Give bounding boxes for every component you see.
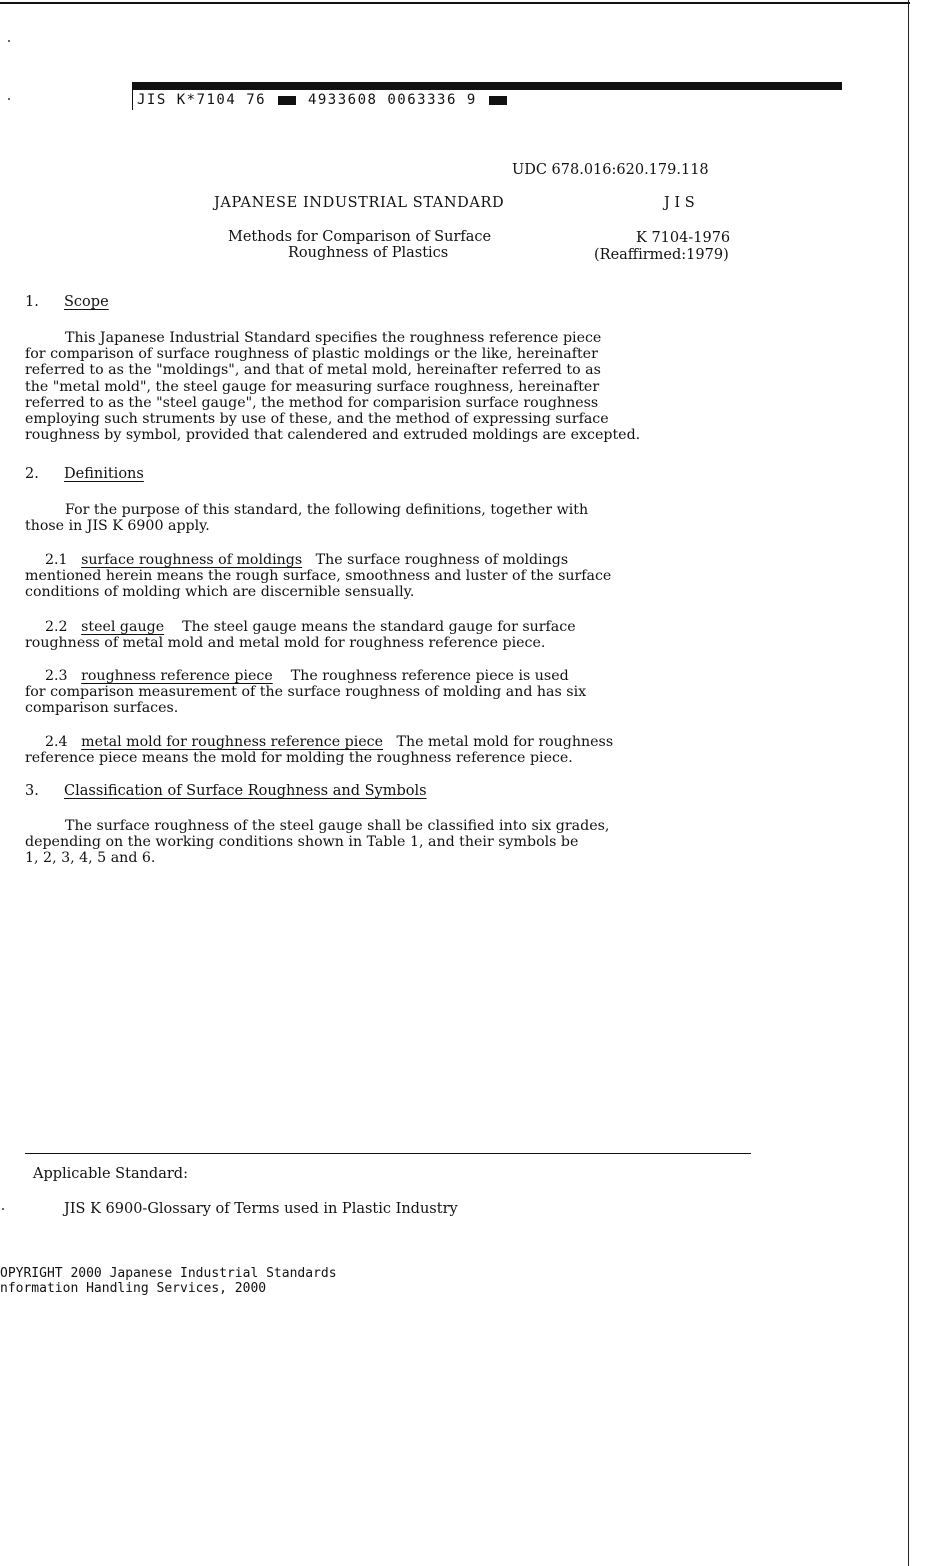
sec1-line: roughness by symbol, provided that calendered and extruded moldings are excepted. bbox=[25, 427, 641, 444]
document-code bbox=[132, 90, 509, 110]
def-line: reference piece means the mold for molding the roughness reference piece. bbox=[25, 750, 573, 767]
code-left: JIS K*7104 76 bbox=[137, 92, 267, 108]
top-border-line bbox=[0, 2, 910, 4]
scan-speck bbox=[2, 1208, 4, 1210]
sec1-line: referred to as the "moldings", and that of metal mold, hereinafter referred to as bbox=[25, 362, 601, 379]
right-border-line bbox=[908, 0, 909, 1566]
title-line-1: Methods for Comparison of Surface bbox=[228, 229, 492, 245]
def-term: steel gauge bbox=[81, 619, 165, 635]
def-first: The metal mold for roughness bbox=[396, 734, 614, 750]
code-mid: 4933608 0063336 9 bbox=[307, 92, 477, 108]
definition-2-1 bbox=[25, 552, 785, 601]
sec2-intro-line: For the purpose of this standard, the following definitions, together with bbox=[65, 502, 589, 518]
sec1-line: for comparison of surface roughness of plastic moldings or the like, hereinafter bbox=[25, 346, 598, 363]
def-number: 2.1 bbox=[45, 552, 68, 568]
code-block-mark bbox=[278, 96, 296, 105]
footnote-divider bbox=[25, 1153, 751, 1154]
standard-number: K 7104-1976 bbox=[636, 230, 731, 246]
def-term: surface roughness of moldings bbox=[81, 552, 303, 568]
sec1-line: referred to as the "steel gauge", the method for comparision surface roughness bbox=[25, 394, 599, 411]
def-term: metal mold for roughness reference piece bbox=[81, 734, 384, 750]
reaffirmed-year: (Reaffirmed:1979) bbox=[594, 247, 729, 263]
section-3-title: Classification of Surface Roughness and Symbols bbox=[64, 783, 427, 799]
standard-label: JAPANESE INDUSTRIAL STANDARD bbox=[214, 195, 505, 211]
def-line: comparison surfaces. bbox=[25, 700, 179, 717]
definition-2-4 bbox=[25, 734, 785, 766]
sec3-line: depending on the working conditions shown in Table 1, and their symbols be bbox=[25, 834, 579, 851]
section-3-number: 3. bbox=[25, 783, 39, 799]
section-1-body bbox=[25, 330, 785, 443]
copyright-line-1: OPYRIGHT 2000 Japanese Industrial Standards bbox=[0, 1266, 337, 1281]
def-line: for comparison measurement of the surface roughness of molding and has six bbox=[25, 684, 587, 701]
jis-mark: J I S bbox=[664, 195, 695, 211]
section-2-title: Definitions bbox=[64, 466, 144, 482]
def-number: 2.4 bbox=[45, 734, 68, 750]
definition-2-3 bbox=[25, 668, 785, 717]
def-line: conditions of molding which are discernible sensually. bbox=[25, 584, 415, 601]
def-line: mentioned herein means the rough surface, smoothness and luster of the surface bbox=[25, 568, 612, 585]
def-first: The surface roughness of moldings bbox=[315, 552, 569, 568]
title-line-2: Roughness of Plastics bbox=[288, 245, 449, 261]
applicable-standard-label: Applicable Standard: bbox=[33, 1166, 188, 1182]
sec2-intro-line: those in JIS K 6900 apply. bbox=[25, 518, 210, 535]
copyright-line-2: nformation Handling Services, 2000 bbox=[0, 1281, 267, 1296]
applicable-standard-item: JIS K 6900-Glossary of Terms used in Plastic Industry bbox=[64, 1201, 458, 1217]
section-2-intro bbox=[25, 502, 785, 534]
section-1-number: 1. bbox=[25, 294, 39, 310]
def-first: The steel gauge means the standard gauge for surface bbox=[182, 619, 576, 635]
sec1-line: employing such struments by use of these, and the method of expressing surface bbox=[25, 411, 609, 428]
def-term: roughness reference piece bbox=[81, 668, 273, 684]
def-line: roughness of metal mold and metal mold for roughness reference piece. bbox=[25, 635, 546, 652]
sec1-line: the "metal mold", the steel gauge for measuring surface roughness, hereinafter bbox=[25, 378, 600, 395]
def-number: 2.3 bbox=[45, 668, 68, 684]
sec3-line: The surface roughness of the steel gauge shall be classified into six grades, bbox=[65, 818, 610, 834]
udc-number: UDC 678.016:620.179.118 bbox=[512, 162, 709, 178]
code-block-mark-end bbox=[489, 96, 507, 105]
scan-speck bbox=[8, 40, 10, 42]
sec3-line: 1, 2, 3, 4, 5 and 6. bbox=[25, 850, 156, 867]
def-first: The roughness reference piece is used bbox=[290, 668, 569, 684]
section-2-number: 2. bbox=[25, 466, 39, 482]
sec1-line: This Japanese Industrial Standard specifies the roughness reference piece bbox=[65, 330, 602, 346]
definition-2-2 bbox=[25, 619, 785, 651]
section-1-title: Scope bbox=[64, 294, 109, 310]
section-3-body bbox=[25, 818, 785, 867]
scan-speck bbox=[8, 98, 10, 100]
header-bar bbox=[132, 82, 842, 90]
def-number: 2.2 bbox=[45, 619, 68, 635]
